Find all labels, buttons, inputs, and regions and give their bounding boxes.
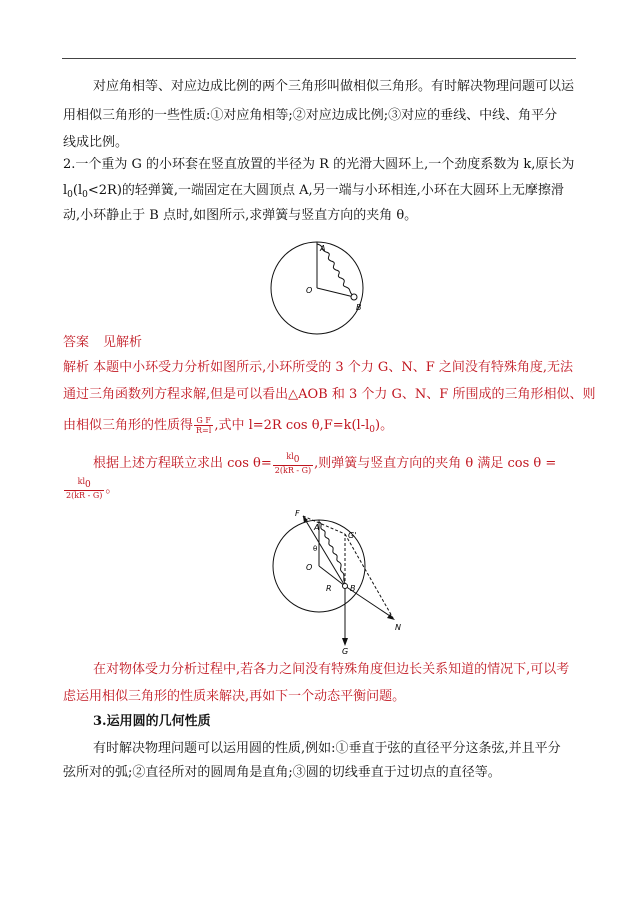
problem-line-3: 动,小环静止于 B 点时,如图所示,求弹簧与竖直方向的夹角 θ。 — [63, 208, 418, 223]
force-f — [303, 516, 345, 586]
intro-line-3: 线成比例。 — [63, 135, 129, 150]
label-g-prime: G' — [348, 531, 357, 540]
section-3-line-1: 有时解决物理问题可以运用圆的性质,例如:①垂直于弦的直径平分这条弦,并且平分 — [93, 741, 561, 756]
answer-text: 见解析 — [103, 335, 143, 350]
analysis-line-2: 通过三角函数列方程求解,但是可以看出△AOB 和 3 个力 G、N、F 所围成的三角形相似、则 — [63, 387, 596, 402]
section-3-heading: 3.运用圆的几何性质 — [93, 714, 211, 729]
answer-label: 答案 — [63, 335, 90, 350]
figure-2 — [262, 504, 412, 654]
dashed-fn — [345, 534, 393, 618]
fraction-cos-2: $\frac{kl0}{2(kR - G)}$ — [66, 477, 103, 500]
analysis-line-5: $\frac{kl0}{2(kR - G)}$ 。 — [66, 477, 119, 500]
label-f: F — [295, 509, 300, 518]
problem-line-2: $l_0(l_0<2R)$的轻弹簧,一端固定在大圆顶点 A,另一端与小环相连,小环在大圆环上无摩擦滑 — [63, 183, 564, 200]
label-g: G — [342, 647, 349, 654]
spring-2 — [319, 522, 345, 583]
analysis-line-3: 由相似三角形的性质得 $\frac{\text{G F}}{R=l}$ ,式中 l=2R $\cos \theta,F=k(l-l_0)$。 — [63, 416, 394, 435]
conclusion-line-1: 在对物体受力分析过程中,若各力之间没有特殊角度但边长关系知道的情况下,可以考 — [93, 662, 570, 677]
label-o: O — [306, 286, 313, 295]
radius-ob — [317, 288, 354, 297]
analysis-line-4: 根据上述方程联立求出 cos θ= $\frac{kl0}{2(kR - G)}$ ,则弹簧与竖直方向的夹角 θ 满足 cos θ = — [93, 452, 557, 475]
intro-line-1: 对应角相等、对应边成比例的两个三角形叫做相似三角形。有时解决物理问题可以运 — [93, 79, 575, 94]
small-ring-2 — [343, 584, 348, 589]
label-n: N — [395, 623, 401, 632]
analysis-line-1: 解析 本题中小环受力分析如图所示,小环所受的 3 个力 G、N、F 之间没有特殊角度,无法 — [63, 360, 573, 375]
arrow-g — [342, 638, 348, 646]
label-a-2: A — [314, 523, 320, 532]
intro-line-2: 用相似三角形的一些性质:①对应角相等;②对应边成比例;③对应的垂线、中线、角平分 — [63, 108, 558, 123]
label-b: B — [356, 303, 362, 312]
dashed-fg — [303, 516, 345, 534]
figure-1 — [270, 240, 380, 342]
label-theta: θ — [313, 545, 318, 553]
section-3-line-2: 弦所对的弧;②直径所对的圆周角是直角;③圆的切线垂直于过切点的直径等。 — [63, 765, 501, 780]
label-o-2: O — [306, 563, 313, 572]
label-b-2: B — [350, 584, 356, 593]
fraction-g-r: $\frac{\text{G F}}{R=l}$ — [196, 416, 212, 435]
answer-line — [63, 334, 142, 352]
label-a: A — [320, 244, 326, 253]
small-ring — [351, 294, 357, 300]
problem-line-1: 2.一个重为 G 的小环套在竖直放置的半径为 R 的光滑大圆环上,一个劲度系数为 k,原长为 — [63, 157, 575, 172]
conclusion-line-2: 虑运用相似三角形的性质来解决,再如下一个动态平衡问题。 — [63, 689, 406, 704]
label-r: R — [326, 584, 332, 593]
header-rule — [62, 58, 576, 59]
fraction-cos-1: $\frac{kl0}{2(kR - G)}$ — [274, 452, 312, 475]
